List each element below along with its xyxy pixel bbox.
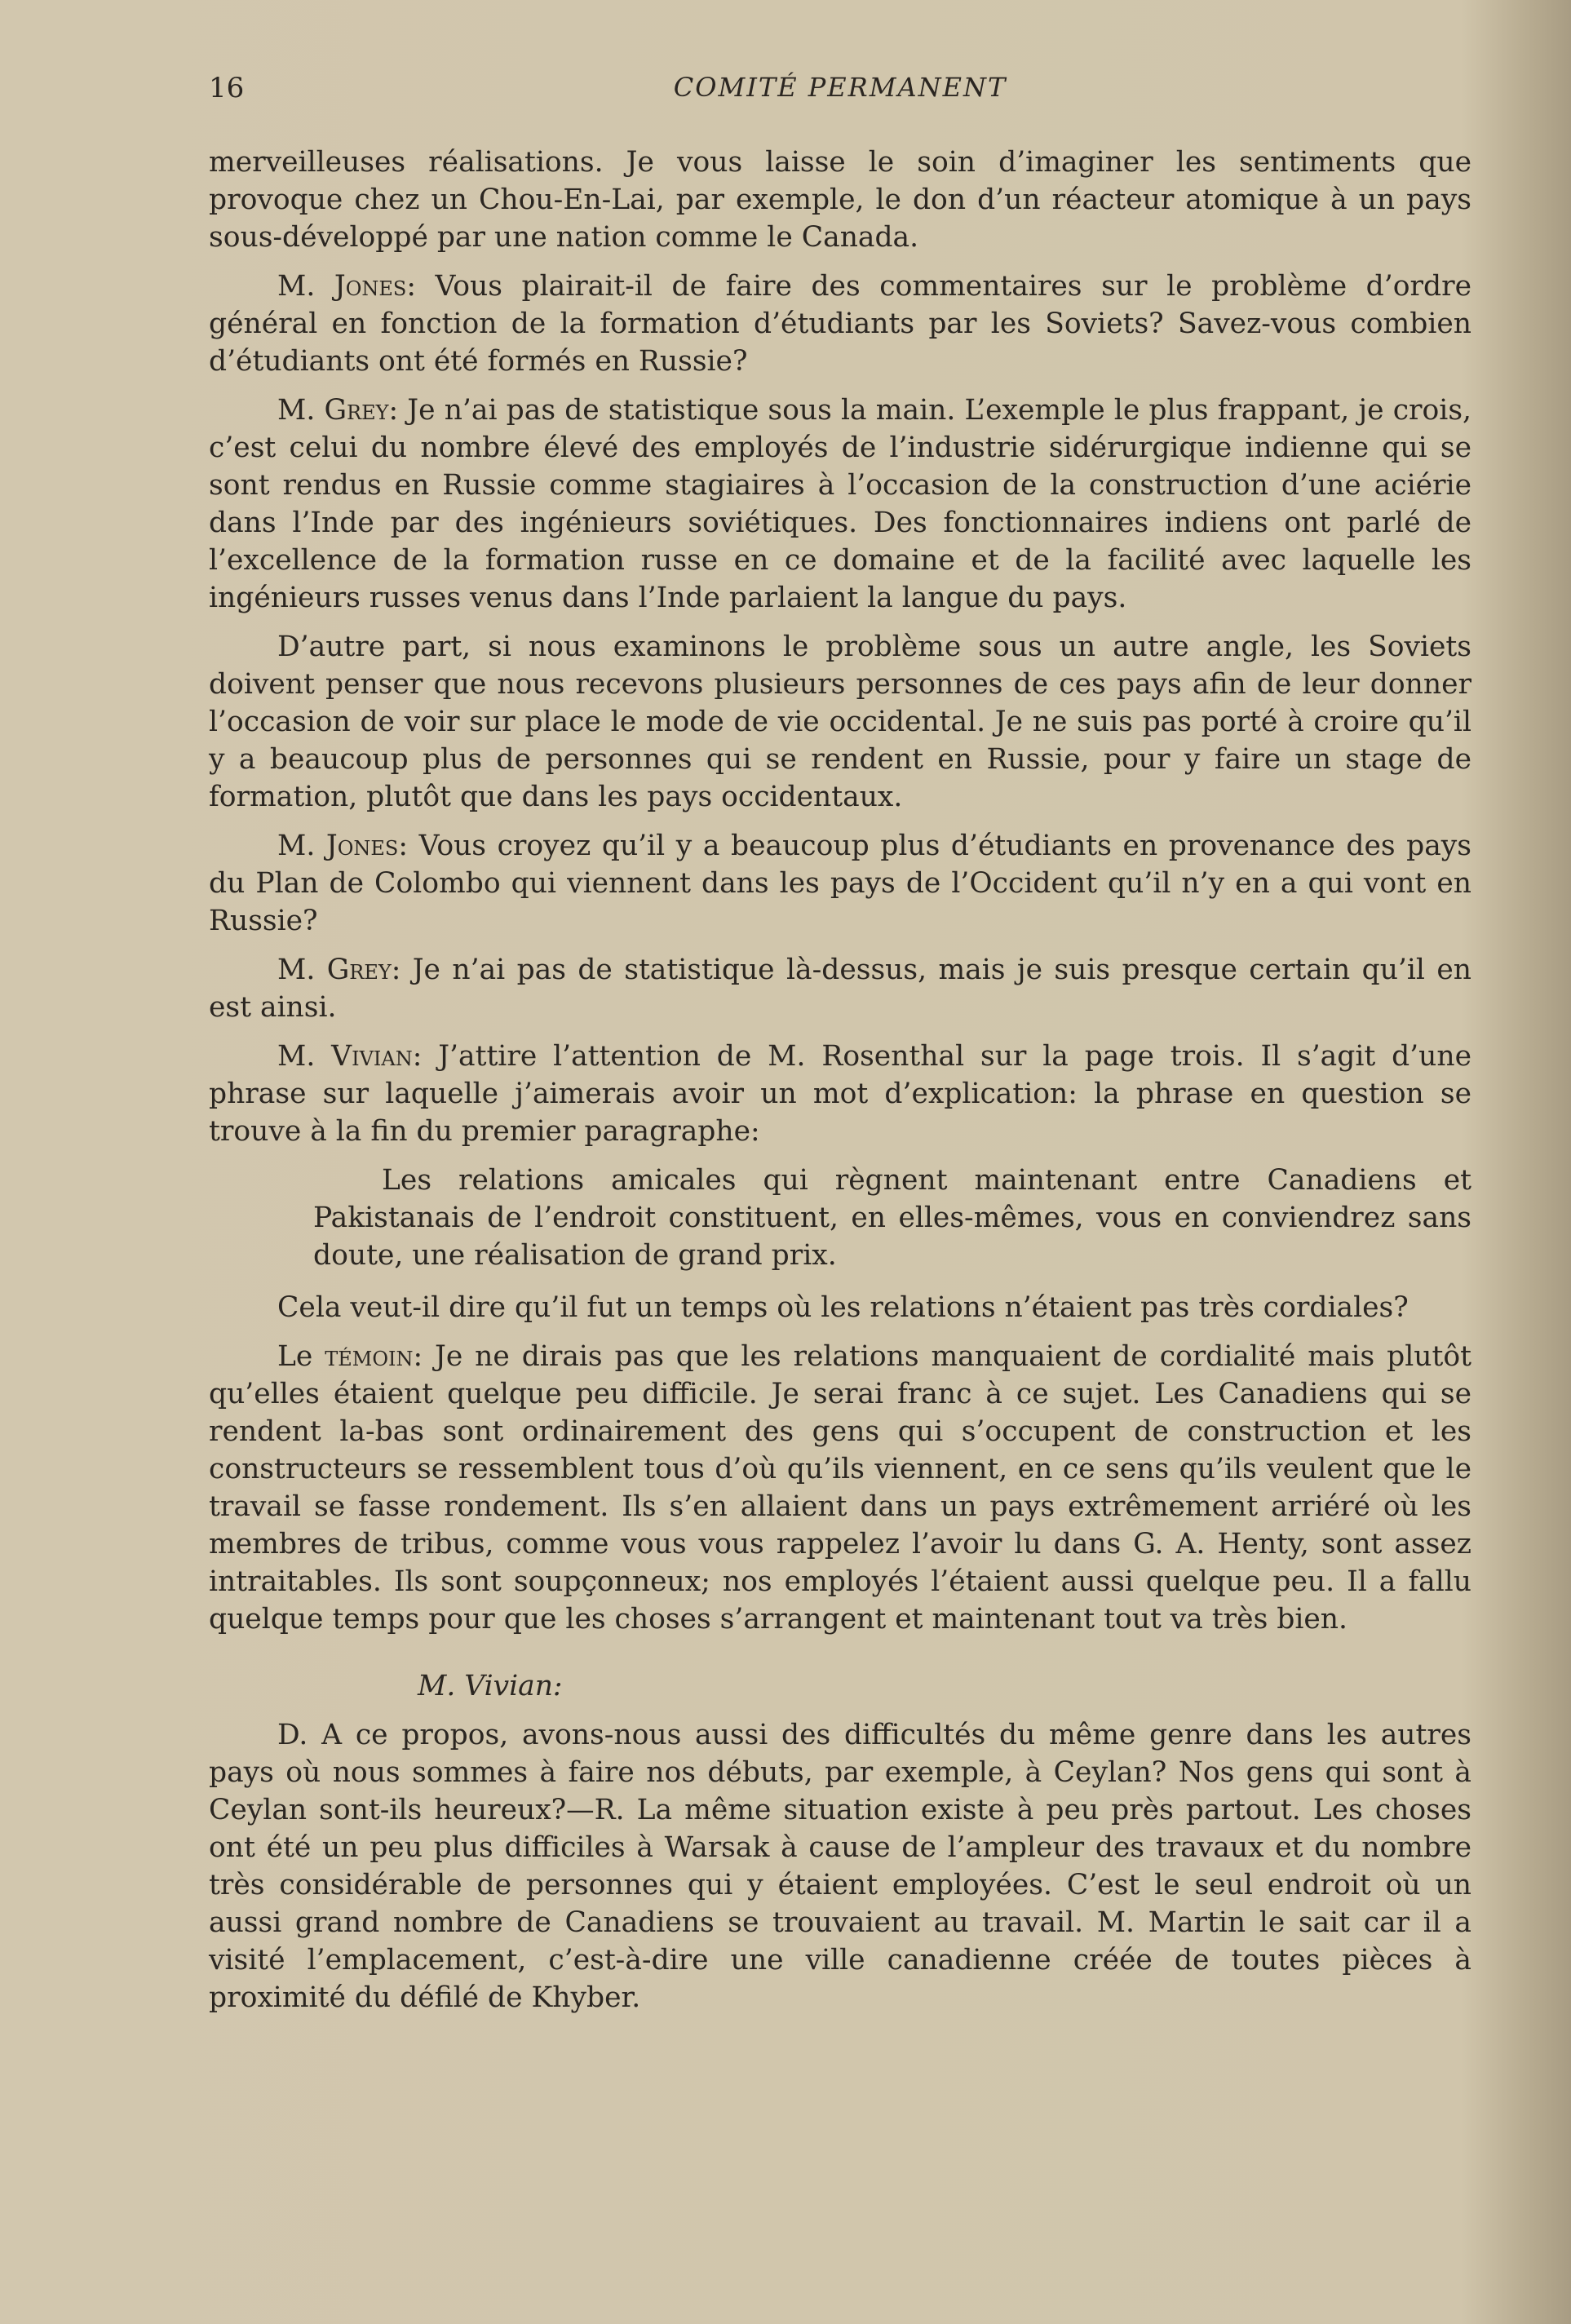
paragraph: Cela veut-il dire qu’il fut un temps où les relations n’étaient pas très cordiales? [277,1291,1409,1324]
speaker-name: Jones [334,270,407,303]
block-quote [313,1162,1471,1274]
body-text [209,144,1471,2028]
paragraph: merveilleuses réalisations. Je vous laisse le soin d’imaginer les sentiments que provoque chez un Chou-En-Lai, par exemple, le don d’un réacteur atomique à un pays sous-développé par une nation comme le Canada. [209,146,1471,254]
paragraph: D’autre part, si nous examinons le problème sous un autre angle, les Soviets doivent penser que nous recevons plusieurs personnes de ces pays afin de leur donner l’occasion de voir sur place le mode de vie occidental. Je ne suis pas porté à croire qu’il y a beaucoup plus de personnes qui se rendent en Russie, pour y faire un stage de formation, plutôt que dans les pays occidentaux. [209,631,1471,813]
speaker-name: témoin [325,1340,414,1373]
speaker-name: Grey [326,954,392,986]
page-number: 16 [209,72,245,104]
page-header [209,72,1471,111]
paragraph: M. Vivian: J’attire l’attention de M. Rosenthal sur la page trois. Il s’agit d’une phrase sur laquelle j’aimerais avoir un mot d’explication: la phrase en question se trouve à la fin du premier paragraphe: [209,1040,1471,1148]
speaker-name: Jones [325,830,399,862]
speaker-name: Vivian [331,1040,413,1073]
paragraph: M. Jones: Vous plairait-il de faire des commentaires sur le problème d’ordre général en fonction de la formation d’étudiants par les Soviets? Savez-vous combien d’étudiants ont été formés en Russie? [209,270,1471,378]
paragraph: M. Jones: Vous croyez qu’il y a beaucoup plus d’étudiants en provenance des pays du Plan de Colombo qui viennent dans les pays de l’Occident qu’il n’y en a qui vont en Russie? [209,830,1471,937]
paragraph: M. Grey: Je n’ai pas de statistique là-dessus, mais je suis presque certain qu’il en est ainsi. [209,954,1471,1024]
paragraph: M. Grey: Je n’ai pas de statistique sous la main. L’exemple le plus frappant, je crois, c’est celui du nombre élevé des employés de l’industrie sidérurgique indienne qui se sont rendus en Russie comme stagiaires à l’occasion de la construction d’une aciérie dans l’Inde par des ingénieurs soviétiques. Des fonctionnaires indiens ont parlé de l’excellence de la formation russe en ce domaine et de la facilité avec laquelle les ingénieurs russes venus dans l’Inde parlaient la langue du pays. [209,394,1472,614]
running-title: COMITÉ PERMANENT [673,72,1007,103]
speaker-name: Grey [324,394,389,427]
paragraph: Le témoin: Je ne dirais pas que les relations manquaient de cordialité mais plutôt qu’elles étaient quelque peu difficile. Je serai franc à ce sujet. Les Canadiens qui se rendent la-bas sont ordinairement des gens qui s’occupent de construction et les constructeurs se ressemblent tous d’où qu’ils viennent, en ce sens qu’ils veulent que le travail se fasse rondement. Ils s’en allaient dans un pays extrêmement arriéré où les membres de tribus, comme vous vous rappelez l’avoir lu dans G. A. Henty, sont assez intraitables. Ils sont soupçonneux; nos employés l’étaient aussi quelque peu. Il a fallu quelque temps pour que les choses s’arrangent et maintenant tout va très bien. [209,1340,1471,1636]
paragraph: D. A ce propos, avons-nous aussi des difficultés du même genre dans les autres pays où nous sommes à faire nos débuts, par exemple, à Ceylan? Nos gens qui sont à Ceylan sont-ils heureux?—R. La même situation existe à peu près partout. Les choses ont été un peu plus difficiles à Warsak à cause de l’ampleur des travaux et du nombre très considérable de personnes qui y étaient employées. C’est le seul endroit où un aussi grand nombre de Canadiens se trouvaient au travail. M. Martin le sait car il a visité l’emplacement, c’est-à-dire une ville canadienne créée de toutes pièces à proximité du défilé de Khyber. [209,1719,1471,2014]
quote-text: Les relations amicales qui règnent maintenant entre Canadiens et Pakistanais de l’endroit constituent, en elles-mêmes, vous en conviendrez sans doute, une réalisation de grand prix. [313,1164,1471,1272]
qa-heading: M. Vivian: [418,1670,563,1702]
